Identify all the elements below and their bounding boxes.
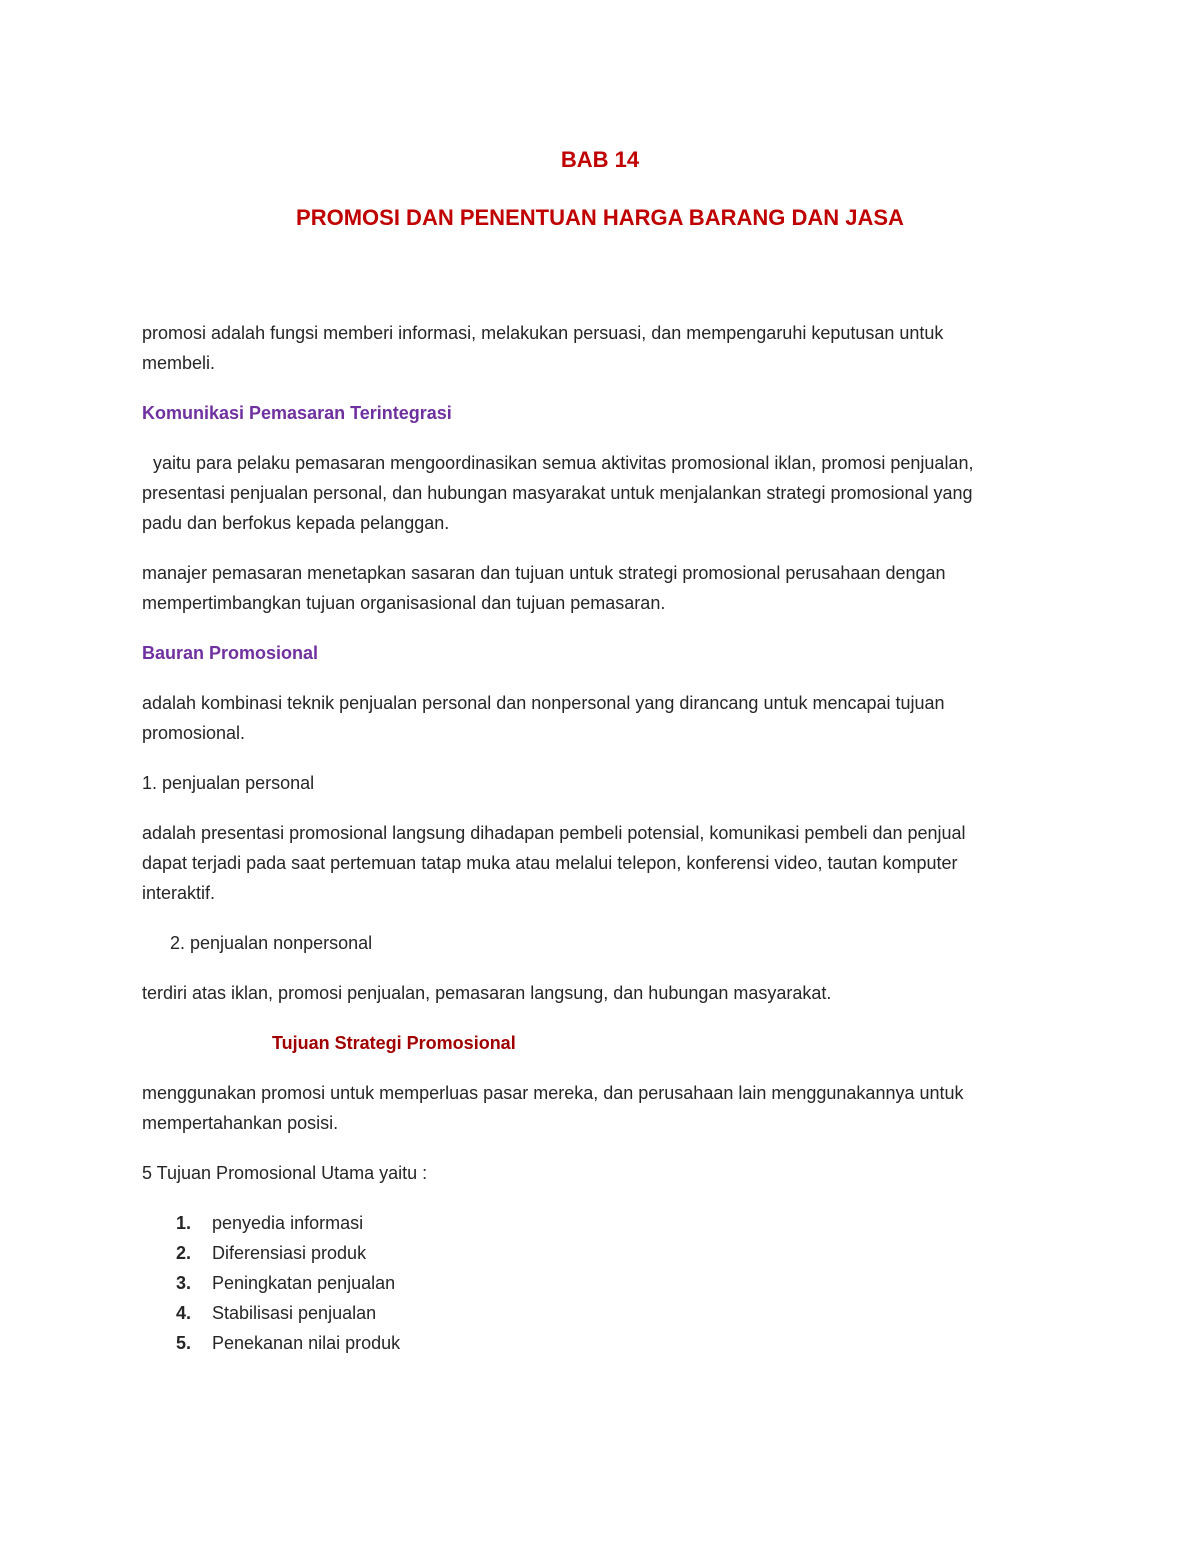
- personal-line: dapat terjadi pada saat pertemuan tatap muka atau melalui telepon, konferensi video, tautan komputer: [142, 853, 958, 873]
- list-text: Diferensiasi produk: [212, 1243, 367, 1263]
- list-text: penyedia informasi: [212, 1213, 364, 1233]
- mix-line: adalah kombinasi teknik penjualan personal dan nonpersonal yang dirancang untuk mencapai tujuan: [142, 693, 945, 713]
- chapter-title: BAB 14: [560, 147, 640, 172]
- nonpersonal-heading: 2. penjualan nonpersonal: [170, 933, 373, 953]
- intro-line: membeli.: [142, 353, 216, 373]
- mix-heading: Bauran Promosional: [142, 643, 319, 663]
- strategy-heading: Tujuan Strategi Promosional: [272, 1033, 516, 1053]
- list-item: [142, 1238, 1062, 1268]
- document-body: [142, 318, 1062, 1358]
- imc-line: presentasi penjualan personal, dan hubungan masyarakat untuk menjalankan strategi promosional yang: [142, 483, 973, 503]
- list-item: [142, 1208, 1062, 1238]
- mix-paragraph: [142, 688, 1062, 748]
- list-number: 2.: [176, 1243, 192, 1263]
- personal-line: adalah presentasi promosional langsung dihadapan pembeli potensial, komunikasi pembeli dan penjual: [142, 823, 966, 843]
- list-item: [142, 1298, 1062, 1328]
- personal-paragraph: [142, 818, 1062, 908]
- list-number: 3.: [176, 1273, 192, 1293]
- goals-list: [142, 1208, 1062, 1358]
- imc-paragraph: [142, 448, 1062, 538]
- imc-line: padu dan berfokus kepada pelanggan.: [142, 513, 450, 533]
- list-text: Peningkatan penjualan: [212, 1273, 396, 1293]
- personal-heading: 1. penjualan personal: [142, 773, 315, 793]
- list-item: [142, 1328, 1062, 1358]
- personal-line: interaktif.: [142, 883, 216, 903]
- list-number: 4.: [176, 1303, 192, 1323]
- nonpersonal-paragraph: terdiri atas iklan, promosi penjualan, pemasaran langsung, dan hubungan masyarakat.: [142, 983, 832, 1003]
- list-text: Penekanan nilai produk: [212, 1333, 401, 1353]
- strategy-line: menggunakan promosi untuk memperluas pasar mereka, dan perusahaan lain menggunakannya untuk: [142, 1083, 964, 1103]
- intro-paragraph: [142, 318, 1062, 378]
- manager-line: manajer pemasaran menetapkan sasaran dan tujuan untuk strategi promosional perusahaan dengan: [142, 563, 946, 583]
- document-title: PROMOSI DAN PENENTUAN HARGA BARANG DAN JASA: [296, 205, 904, 230]
- list-item: [142, 1268, 1062, 1298]
- strategy-line: mempertahankan posisi.: [142, 1113, 339, 1133]
- list-number: 1.: [176, 1213, 192, 1233]
- list-text: Stabilisasi penjualan: [212, 1303, 377, 1323]
- goals-intro: 5 Tujuan Promosional Utama yaitu :: [142, 1163, 428, 1183]
- list-number: 5.: [176, 1333, 192, 1353]
- mix-line: promosional.: [142, 723, 246, 743]
- imc-line: yaitu para pelaku pemasaran mengoordinasikan semua aktivitas promosional iklan, promosi penjualan,: [153, 453, 974, 473]
- strategy-paragraph: [142, 1078, 1062, 1138]
- manager-line: mempertimbangkan tujuan organisasional dan tujuan pemasaran.: [142, 593, 666, 613]
- manager-paragraph: [142, 558, 1062, 618]
- intro-line: promosi adalah fungsi memberi informasi, melakukan persuasi, dan mempengaruhi keputusan untuk: [142, 323, 944, 343]
- imc-heading: Komunikasi Pemasaran Terintegrasi: [142, 403, 452, 423]
